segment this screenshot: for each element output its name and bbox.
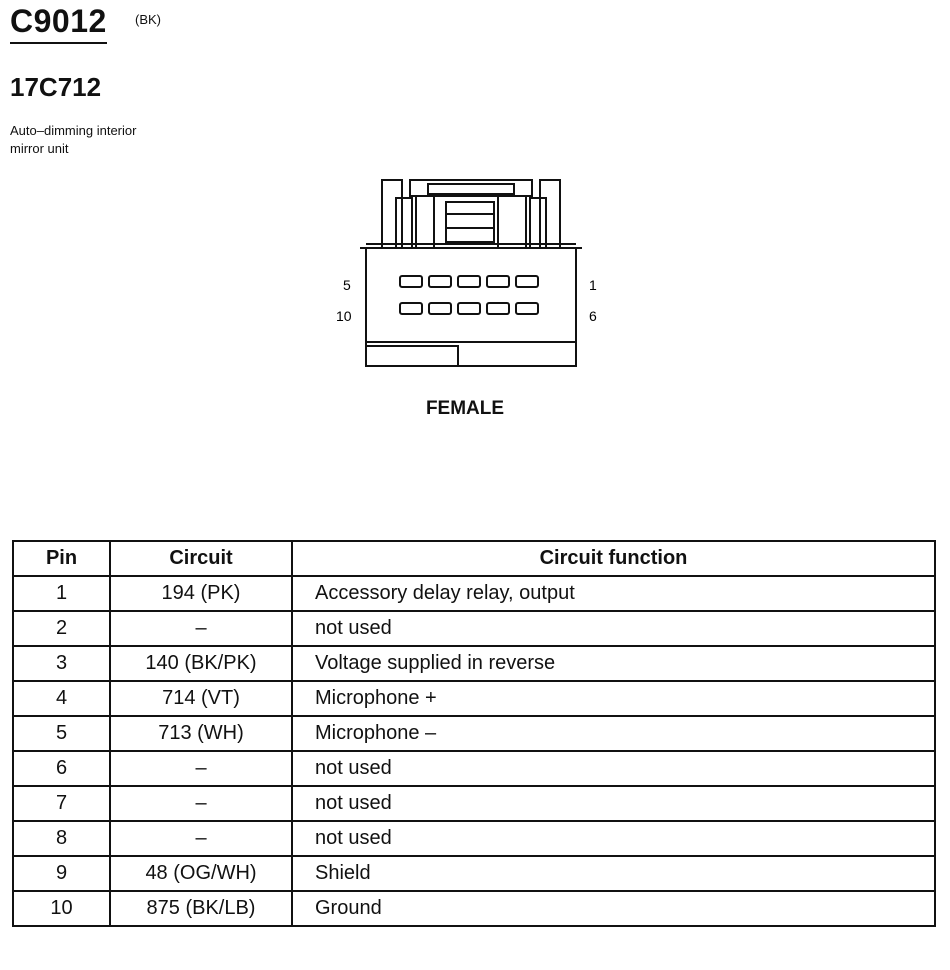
- pin-cell: 1: [13, 576, 110, 611]
- circuit-cell: 140 (BK/PK): [110, 646, 292, 681]
- circuit-cell: –: [110, 821, 292, 856]
- table-row: [13, 751, 935, 786]
- pin-cell: 7: [13, 786, 110, 821]
- circuit-cell: 875 (BK/LB): [110, 891, 292, 926]
- function-cell: Shield: [292, 856, 935, 891]
- pin-cavity: [487, 303, 509, 314]
- circuit-cell: –: [110, 611, 292, 646]
- latch-center: [434, 196, 498, 248]
- table-row: [13, 856, 935, 891]
- pin-cell: 10: [13, 891, 110, 926]
- connector-body: [366, 248, 576, 366]
- latch-right-inner: [530, 198, 546, 248]
- header-pin: Pin: [13, 541, 110, 576]
- pin-cavity: [487, 276, 509, 287]
- pin-cell: 8: [13, 821, 110, 856]
- pin-cavity: [400, 303, 422, 314]
- pin-cavity: [458, 303, 480, 314]
- connector-diagram: [330, 170, 620, 385]
- function-cell: not used: [292, 821, 935, 856]
- function-cell: Microphone –: [292, 716, 935, 751]
- circuit-cell: 713 (WH): [110, 716, 292, 751]
- latch-top-inner: [428, 184, 514, 194]
- table-row: [13, 716, 935, 751]
- pin-cavity: [516, 276, 538, 287]
- latch-window: [446, 202, 494, 242]
- pin-cell: 4: [13, 681, 110, 716]
- component-description: Auto–dimming interior mirror unit: [10, 123, 137, 156]
- pin-cavity: [400, 276, 422, 287]
- part-number: 17C712: [10, 72, 102, 102]
- header-circuit: Circuit: [110, 541, 292, 576]
- pin-label-1: 1: [589, 277, 597, 293]
- circuit-cell: –: [110, 786, 292, 821]
- connector-id: C9012: [10, 2, 107, 44]
- circuit-cell: 714 (VT): [110, 681, 292, 716]
- latch-left-post: [382, 180, 402, 248]
- table-row: [13, 681, 935, 716]
- connector-gender: FEMALE: [425, 398, 505, 419]
- circuit-cell: 194 (PK): [110, 576, 292, 611]
- table-row: [13, 786, 935, 821]
- function-cell: Accessory delay relay, output: [292, 576, 935, 611]
- function-cell: not used: [292, 786, 935, 821]
- connector-color: (BK): [135, 12, 161, 27]
- latch-left-inner: [396, 198, 412, 248]
- circuit-cell: 48 (OG/WH): [110, 856, 292, 891]
- pin-cavity: [458, 276, 480, 287]
- pin-cavity: [429, 303, 451, 314]
- circuit-cell: –: [110, 751, 292, 786]
- pin-cell: 9: [13, 856, 110, 891]
- keying-tab: [366, 346, 458, 366]
- latch-right-post: [540, 180, 560, 248]
- pin-cavity: [429, 276, 451, 287]
- table-row: [13, 646, 935, 681]
- pin-cavity: [516, 303, 538, 314]
- function-cell: Ground: [292, 891, 935, 926]
- function-cell: not used: [292, 751, 935, 786]
- table-header-row: [13, 541, 935, 576]
- function-cell: Voltage supplied in reverse: [292, 646, 935, 681]
- function-cell: not used: [292, 611, 935, 646]
- function-cell: Microphone +: [292, 681, 935, 716]
- table-row: [13, 611, 935, 646]
- pin-cell: 2: [13, 611, 110, 646]
- table-row: [13, 576, 935, 611]
- table-row: [13, 891, 935, 926]
- pin-label-5: 5: [343, 277, 351, 293]
- pin-cell: 3: [13, 646, 110, 681]
- pin-cell: 6: [13, 751, 110, 786]
- header-circuit-function: Circuit function: [292, 541, 935, 576]
- table-body: [13, 576, 935, 926]
- pin-label-6: 6: [589, 308, 597, 324]
- pin-label-10: 10: [336, 308, 352, 324]
- pin-cell: 5: [13, 716, 110, 751]
- pinout-table: [12, 540, 936, 927]
- table-row: [13, 821, 935, 856]
